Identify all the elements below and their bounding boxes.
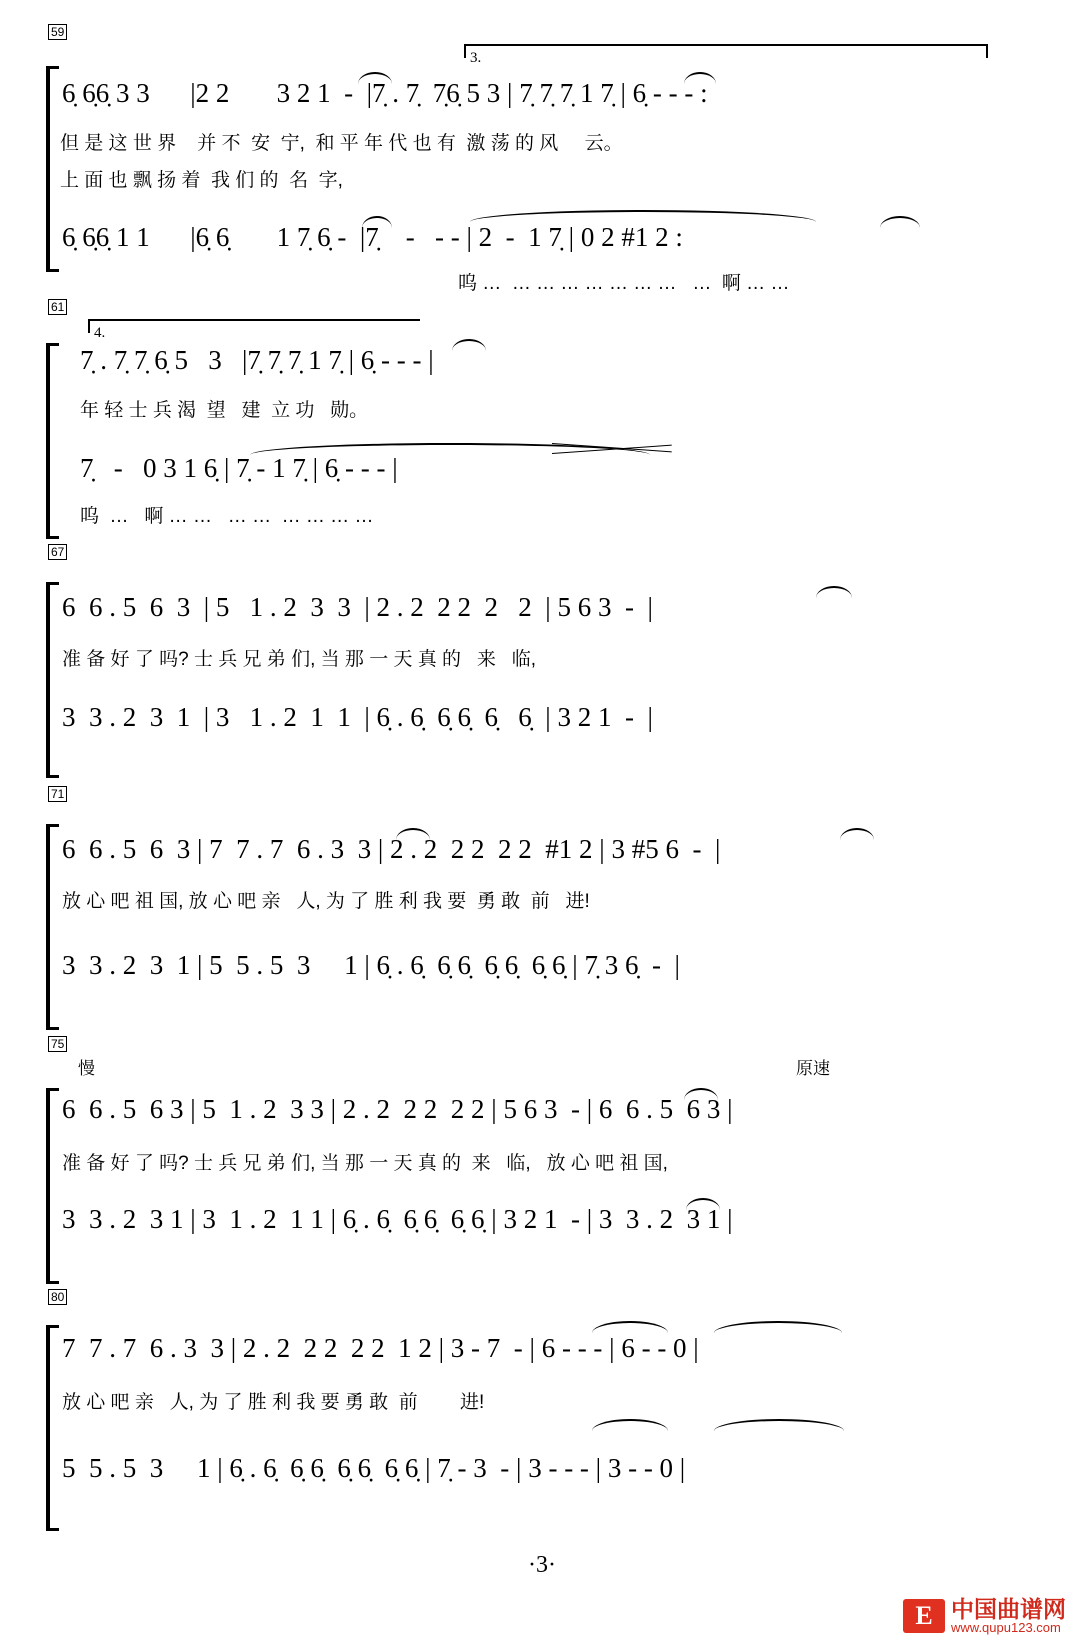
note-line-upper: 6̣ 6̣6̣ 3 3 |2 2 3 2 1 - |7̣ . 7̣ 7̣6̣ 5 3 | 7̣ 7̣ 7̣ 1 7̣ | 6̣ - - - : xyxy=(62,78,708,108)
measure-number-80: 80 xyxy=(48,1289,67,1305)
measure-number-61: 61 xyxy=(48,299,67,315)
staff-brace xyxy=(46,824,59,1030)
lyric-line: 准 备 好 了 吗? 士 兵 兄 弟 们, 当 那 一 天 真 的 来 临, xyxy=(62,649,536,670)
staff-brace xyxy=(46,582,59,778)
staff-brace xyxy=(46,1088,59,1284)
measure-number-71: 71 xyxy=(48,786,67,802)
slur xyxy=(816,586,852,598)
system-80 xyxy=(0,1285,1084,1525)
volta-label-3: 3. xyxy=(470,50,482,66)
system-75 xyxy=(0,1032,1084,1262)
slur xyxy=(362,216,392,228)
staff-brace xyxy=(46,66,59,272)
lyric-line-verse-2: 上 面 也 飘 扬 着 我 们 的 名 字, xyxy=(60,170,343,191)
tempo-marking-a-tempo: 原速 xyxy=(796,1059,830,1078)
lyric-line-verse-1: 但 是 这 世 界 并 不 安 宁, 和 平 年 代 也 有 激 荡 的 风 云。 xyxy=(60,133,623,154)
tempo-marking-slow: 慢 xyxy=(78,1059,95,1078)
watermark-site-name: 中国曲谱网 xyxy=(951,1596,1066,1623)
note-line-lower: 3 3 . 2 3 1 | 3 1 . 2 1 1 | 6̣ . 6̣ 6̣ 6̣ 6̣ 6̣ | 3 2 1 - | 3 3 . 2 3 1 | xyxy=(62,1204,733,1234)
system-71 xyxy=(0,782,1084,1017)
measure-number-59: 59 xyxy=(48,24,67,40)
lyric-line: 年 轻 士 兵 渴 望 建 立 功 勋。 xyxy=(80,400,369,421)
volta-label-4: 4. xyxy=(94,325,106,341)
system-67 xyxy=(0,540,1084,770)
lyric-line: 准 备 好 了 吗? 士 兵 兄 弟 们, 当 那 一 天 真 的 来 临, 放 心 吧 祖 国, xyxy=(62,1153,668,1174)
note-line-upper: 6 6 . 5 6 3 | 5 1 . 2 3 3 | 2 . 2 2 2 2 2 | 5 6 3 - | 6 6 . 5 6 3 | xyxy=(62,1094,733,1124)
measure-number-67: 67 xyxy=(48,544,67,560)
slur xyxy=(396,828,430,840)
note-line-lower: 3 3 . 2 3 1 | 3 1 . 2 1 1 | 6̣ . 6̣ 6̣ 6̣ 6̣ 6̣ | 3 2 1 - | xyxy=(62,702,653,732)
note-line-upper: 7 7 . 7 6 . 3 3 | 2 . 2 2 2 2 2 1 2 | 3 - 7 - | 6 - - - | 6 - - 0 | xyxy=(62,1333,699,1363)
measure-number-75: 75 xyxy=(48,1036,67,1052)
note-line-upper: 7̣ . 7̣ 7̣ 6̣ 5 3 |7̣ 7̣ 7̣ 1 7̣ | 6̣ - - - | xyxy=(80,345,434,375)
system-61 xyxy=(0,295,1084,530)
note-line-lower: 3 3 . 2 3 1 | 5 5 . 5 3 1 | 6̣ . 6̣ 6̣ 6̣ 6̣ 6̣ 6̣ 6̣ | 7̣ 3 6̣ - | xyxy=(62,950,680,980)
note-line-upper: 6 6 . 5 6 3 | 7 7 . 7 6 . 3 3 | 2 . 2 2 2 2 2 #1 2 | 3 #5 6 - | xyxy=(62,834,721,864)
slur xyxy=(592,1321,668,1333)
note-line-upper: 6 6 . 5 6 3 | 5 1 . 2 3 3 | 2 . 2 2 2 2 2 | 5 6 3 - | xyxy=(62,592,653,622)
slur xyxy=(684,72,716,84)
slur xyxy=(880,216,920,228)
system-59 xyxy=(0,20,1084,294)
slur xyxy=(840,828,874,840)
lyric-line: 放 心 吧 亲 人, 为 了 胜 利 我 要 勇 敢 前 进! xyxy=(62,1392,485,1413)
slur xyxy=(714,1419,844,1431)
lyric-line: 放 心 吧 祖 国, 放 心 吧 亲 人, 为 了 胜 利 我 要 勇 敢 前 进! xyxy=(62,891,590,912)
volta-bracket-3 xyxy=(464,44,988,58)
slur xyxy=(684,1088,718,1100)
page-number: ·3· xyxy=(528,1552,556,1578)
slur xyxy=(452,339,486,351)
watermark-site-url: www.qupu123.com xyxy=(951,1620,1061,1636)
volta-bracket-4 xyxy=(88,319,420,333)
lyric-line-lower: 呜 … … … … … … … … … 啊 … … xyxy=(458,273,790,294)
slur xyxy=(714,1321,842,1333)
diminuendo-hairpin xyxy=(552,443,672,455)
watermark xyxy=(903,1597,1066,1635)
slur xyxy=(592,1419,668,1431)
slur xyxy=(470,210,816,222)
staff-brace xyxy=(46,1325,59,1531)
note-line-lower: 5 5 . 5 3 1 | 6̣ . 6̣ 6̣ 6̣ 6̣ 6̣ 6̣ 6̣ | 7̣ - 3 - | 3 - - - | 3 - - 0 | xyxy=(62,1453,686,1483)
note-line-lower: 7̣ - 0 3 1 6̣ | 7̣ - 1 7̣ | 6̣ - - - | xyxy=(80,453,398,483)
slur xyxy=(358,72,392,84)
slur xyxy=(686,1198,720,1210)
note-line-lower: 6̣ 6̣6̣ 1 1 |6̣ 6̣ 1 7̣ 6̣ - |7̣ - - - | 2 - 1 7̣ | 0 2 #1 2 : xyxy=(62,222,683,252)
watermark-logo-icon: E xyxy=(903,1599,945,1633)
lyric-line: 呜 … 啊 … … … … … … … … xyxy=(80,506,374,527)
staff-brace xyxy=(46,343,59,539)
